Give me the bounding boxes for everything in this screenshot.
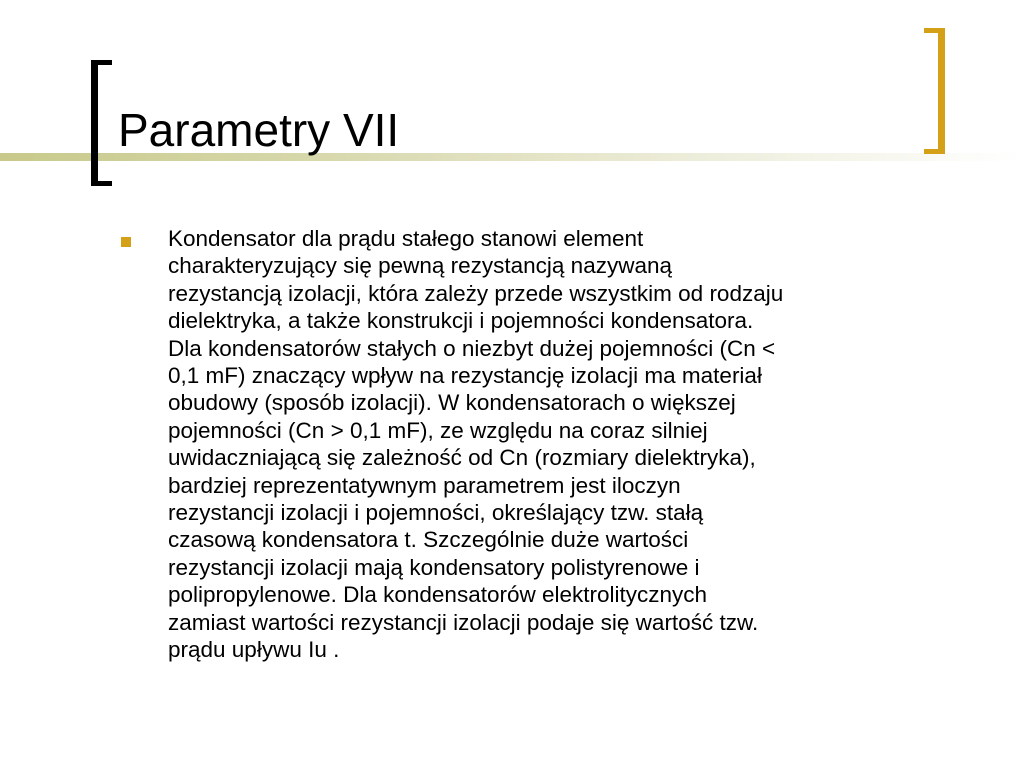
right-bracket-decoration [924, 28, 945, 154]
square-bullet-icon [121, 237, 131, 247]
left-bracket-decoration [91, 60, 112, 186]
bullet-list [118, 225, 908, 664]
bullet-item [118, 225, 908, 664]
slide-title: Parametry VII [118, 104, 400, 156]
bullet-text: Kondensator dla prądu stałego stanowi element charakteryzujący się pewną rezystancją nazywaną rezystancją izolacji, która zależy przede wszystkim od rodzaju dielektryka, a także konstrukcji i pojemności kondensatora. Dla kondensatorów stałych o niezbyt dużej pojemności (Cn < 0,1 mF) znaczący wpływ na rezystancję izolacji ma materiał obudowy (sposób izolacji). W kondensatorach o większej pojemności (Cn > 0,1 mF), ze względu na coraz silniej uwidaczniającą się zależność od Cn (rozmiary dielektryka), bardziej reprezentatywnym parametrem jest iloczyn rezystancji izolacji i pojemności, określający tzw. stałą czasową kondensatora t. Szczególnie duże wartości rezystancji izolacji mają kondensatory polistyrenowe i polipropylenowe. Dla kondensatorów elektrolitycznych zamiast wartości rezystancji izolacji podaje się wartość tzw. prądu upływu Iu . [168, 226, 784, 663]
